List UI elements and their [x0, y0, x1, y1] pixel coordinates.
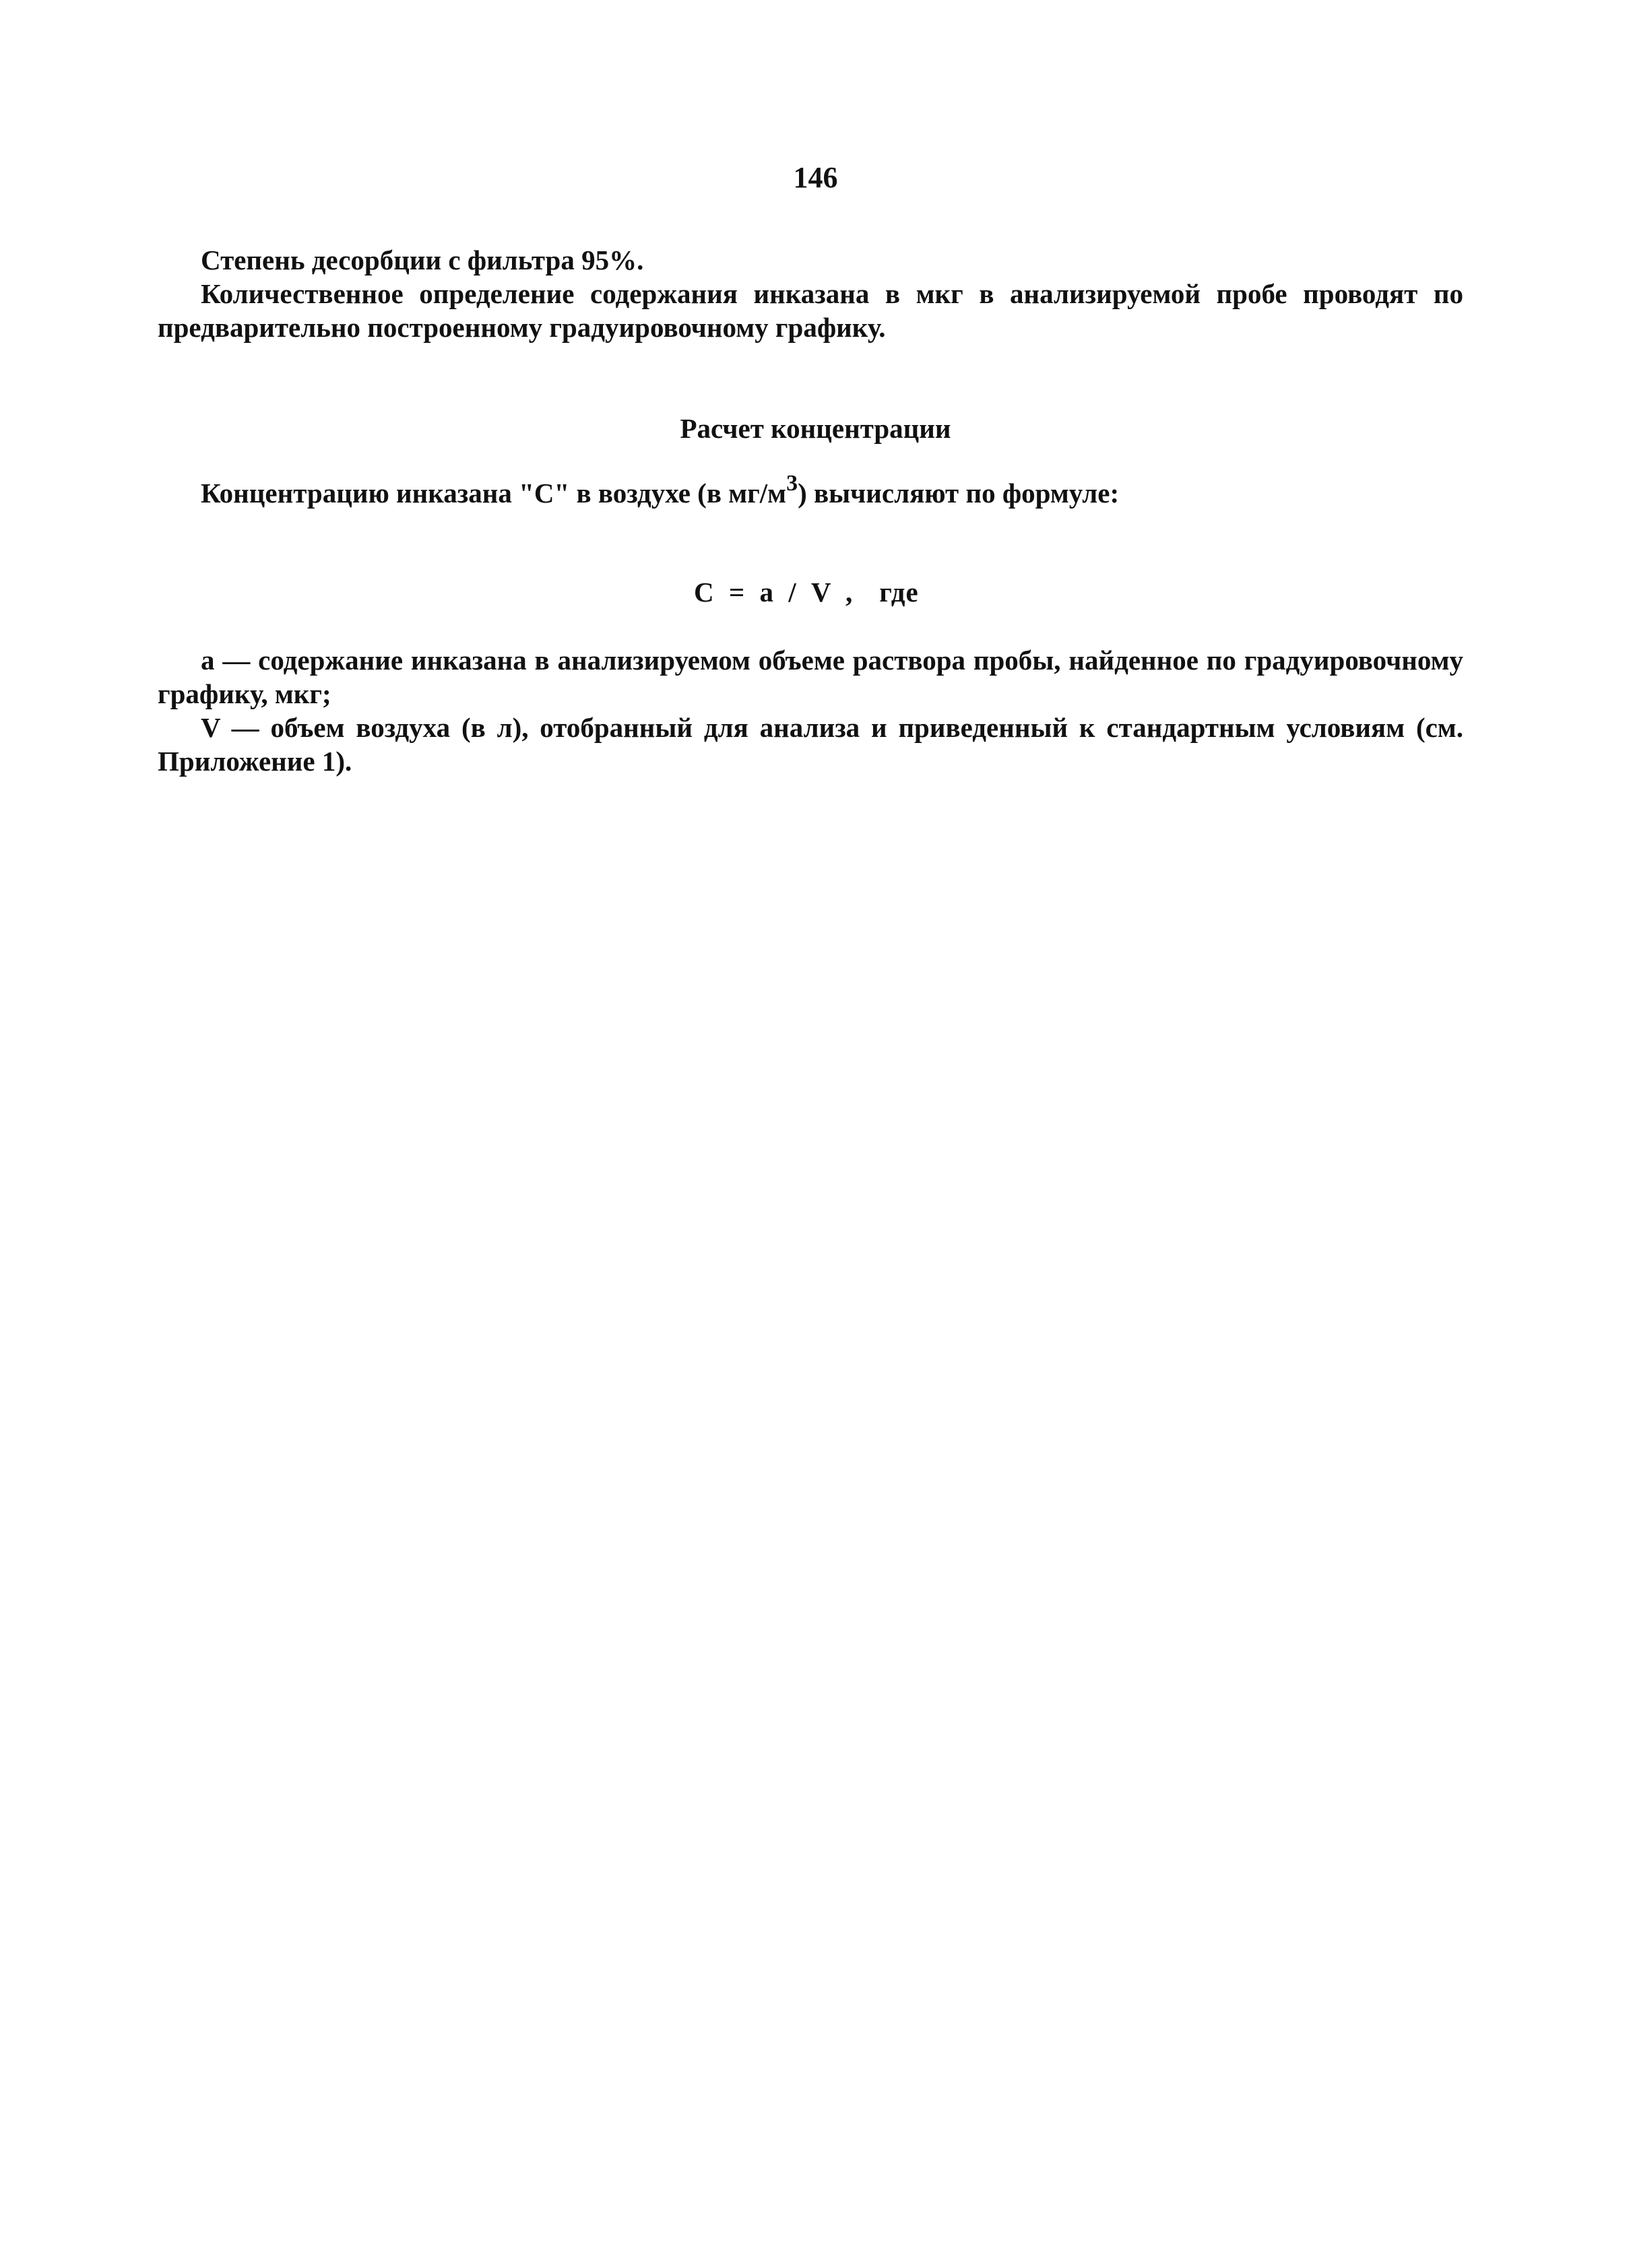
quantification-paragraph: Количественное определение содержания инказана в мкг в анализируемой пробе проводят по предварительно построенному градуировочному графику.: [158, 278, 1463, 343]
definitions-block: [158, 643, 1463, 778]
formula-intro-text: Концентрацию инказана "С" в воздухе (в мг/м: [201, 478, 787, 509]
page-number: 146: [793, 161, 838, 194]
definition-a: а — содержание инказана в анализируемом объеме раствора пробы, найденное по градуировочному графику, мкг;: [158, 645, 1463, 709]
section-title: Расчет концентрации: [680, 413, 951, 444]
formula-expression: С = а / V ,: [694, 577, 857, 608]
formula-intro: [201, 471, 1120, 509]
formula: [694, 576, 919, 608]
formula-intro-text-end: ) вычисляют по формуле:: [798, 478, 1120, 509]
definition-v: V — объем воздуха (в л), отобранный для анализа и приведенный к стандартным условиям (см. Приложение 1).: [158, 712, 1463, 777]
desorption-paragraph: Степень десорбции с фильтра 95%.: [201, 245, 644, 276]
formula-intro-superscript: 3: [786, 471, 798, 496]
formula-where: где: [879, 577, 919, 608]
intro-block: [158, 243, 1463, 344]
